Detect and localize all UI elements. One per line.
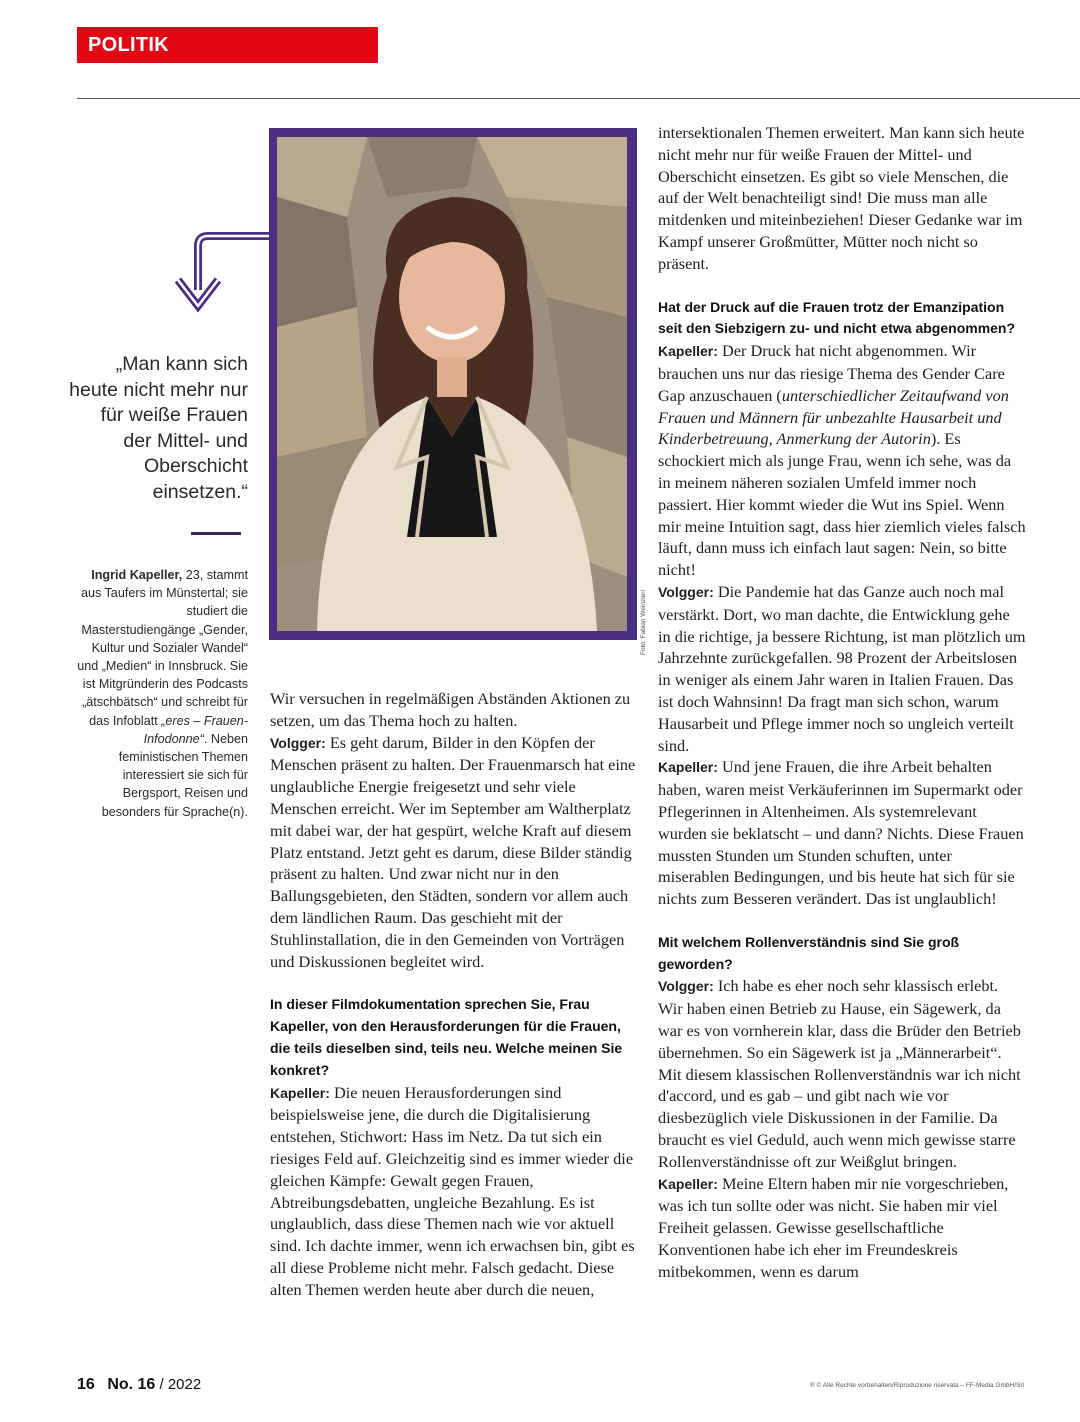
article-column-1 — [270, 688, 638, 1301]
speaker-label: Kapeller: — [658, 759, 718, 776]
copyright-notice: ® © Alle Rechte vorbehalten/Riproduzione riservata – FF-Media GmbH/Srl — [809, 1382, 1024, 1389]
page-footer — [77, 1376, 201, 1394]
paragraph: Kapeller: Und jene Frauen, die ihre Arbeit behalten haben, waren meist Verkäuferinnen im Supermarkt oder Pflegerinnen in Altenheimen. Als systemrelevant wurden sie beklatscht – und dann? Nichts. Diese Frauen mussten Stunden um Stunden schuften, unter miserablen Bedingungen, und bis heute hat sich für sie nichts zum Besseren verändert. Das ist unglaublich! — [658, 757, 1024, 909]
portrait-photo — [277, 137, 627, 631]
paragraph: intersektionalen Themen erweitert. Man kann sich heute nicht mehr nur für weiße Frauen der Mittel- und Oberschicht einsetzen. Es gibt so viele Menschen, die auf der Welt benachteiligt sind! Die muss man alle mitdenken und miteinbeziehen! Dieser Gedanke war im Kampf unserer Großmütter, Mütter noch nicht so präsent. — [658, 123, 1025, 273]
portrait-photo-frame — [269, 128, 637, 640]
section-tag: POLITIK — [77, 27, 378, 63]
interview-question: Mit welchem Rollenverständnis sind Sie groß geworden? — [658, 933, 960, 972]
speaker-label: Volgger: — [270, 734, 326, 751]
article-column-2 — [658, 122, 1026, 1283]
speaker-label: Kapeller: — [658, 343, 718, 360]
issue-year: / 2022 — [155, 1376, 202, 1393]
paragraph: Kapeller: Der Druck hat nicht abgenommen. Wir brauchen uns nur das riesige Thema des Gender Care Gap anzuschauen (unterschiedlicher Zeitaufwand von Frauen und Männern für unbezahlte Hausarbeit und Kinderbetreuung, Anmerkung der Autorin). Es schockiert mich als junge Frau, wenn ich sehe, was da in meinem näheren sozialen Umfeld immer noch passiert. Hier kommt wieder die Wut ins Spiel. Wenn mir meine Intuition sagt, dass hier ziemlich vieles falsch läuft, dann muss ich einfach laut sagen: Nein, so bitte nicht! — [658, 341, 1026, 580]
paragraph: Volgger: Es geht darum, Bilder in den Köpfen der Menschen präsent zu halten. Der Frauenmarsch hat eine unglaubliche Energie freigesetzt und sehr viele Menschen erreicht. Wer im September am Waltherplatz mit dabei war, der hat gespürt, welche Kraft auf diesem Platz entstand. Jetzt geht es darum, diese Bilder ständig präsent zu halten. Und zwar nicht nur in den Ballungsgebieten, den Städten, sondern vor allem auch dem ländlichen Raum. Das geschieht mit der Stuhlinstallation, die in den Gemeinden von Vorträgen und Diskussionen begleitet wird. — [270, 732, 636, 971]
pull-quote: „Man kann sich heute nicht mehr nur für weiße Frauen der Mittel- und Oberschicht einsetzen.“ — [69, 353, 248, 503]
speaker-label: Volgger: — [658, 583, 714, 600]
paragraph: Volgger: Ich habe es eher noch sehr klassisch erlebt. Wir haben einen Betrieb zu Hause, ein Sägewerk, da war es von vornherein klar, dass die Brüder den Betrieb übernehmen. So ein Sägewerk ist ja „Männerarbeit“. Mit diesem klassischen Rollenverständnis war ich nicht d'accord, und es gab – und gibt nach wie vor diesbezüglich viele Diskussionen in der Familie. Da braucht es viel Geduld, auch wenn mich gewisse starre Rollenverständnisse oft zur Weißglut bringen. — [658, 976, 1021, 1171]
paragraph: Kapeller: Die neuen Herausforderungen sind beispielsweise jene, die durch die Digitalisierung entstehen, Stichwort: Hass im Netz. Da tut sich ein riesiges Feld auf. Gleichzeitig sind es immer wieder die gleichen Kämpfe: Gewalt gegen Frauen, Abtreibungsdebatten, ungleiche Bezahlung. Es ist unglaublich, dass diese Themen nach wie vor aktuell sind. Ich dachte immer, wenn ich erwachsen bin, gibt es all diese Probleme nicht mehr. Falsch gedacht. Diese alten Themen werden heute aber durch die neuen, — [270, 1082, 635, 1299]
interview-question: In dieser Filmdokumentation sprechen Sie, Frau Kapeller, von den Herausforderungen für die Frauen, die teils dieselben sind, teils neu. Welche meinen Sie konkret? — [270, 996, 623, 1078]
bio-name: Ingrid Kapeller, — [91, 568, 183, 582]
header-rule — [77, 98, 1080, 99]
speaker-label: Kapeller: — [658, 1175, 718, 1192]
interview-question: Hat der Druck auf die Frauen trotz der Emanzipation seit den Siebzigern zu- und nicht etwa abgenommen? — [658, 298, 1016, 337]
speaker-label: Kapeller: — [270, 1084, 330, 1101]
page-number: 16 — [77, 1376, 95, 1393]
issue-number: No. 16 — [107, 1376, 156, 1393]
paragraph: Volgger: Die Pandemie hat das Ganze auch noch mal verstärkt. Dort, wo man dachte, die Entwicklung gehe in die richtige, ja bessere Richtung, ist man plötzlich um Jahrzehnte zurückgefallen. 98 Prozent der Arbeitslosen in weniger als einem Jahr waren in Italien Frauen. Das ist doch Wahnsinn! Da fragt man sich schon, warum Hausarbeit und Pflege immer noch so ungleich verteilt sind. — [658, 581, 1026, 755]
author-bio: Ingrid Kapeller, 23, stammt aus Taufers im Münstertal; sie studiert die Masterstudiengänge „Gender, Kultur und Sozialer Wandel“ und „Medien“ in Innsbruck. Sie ist Mitgründerin des Podcasts „ätschbätsch“ und schreibt für das Infoblatt „eres – Frauen-Infodonne“. Neben feministischen Themen interessiert sie sich für Bergsport, Reisen und besonders für Sprache(n). — [77, 568, 248, 819]
curved-down-arrow-icon — [168, 228, 278, 314]
quote-divider — [191, 532, 241, 535]
paragraph: Kapeller: Meine Eltern haben mir nie vorgeschrieben, was ich tun sollte oder was nicht. Sie haben mir viel Freiheit gelassen. Gewisse gesellschaftliche Konventionen habe ich eher im Freundeskreis mitbekommen, wenn es darum — [658, 1173, 1009, 1281]
paragraph: Wir versuchen in regelmäßigen Abständen Aktionen zu setzen, um das Thema hoch zu halten. — [270, 689, 631, 730]
photo-credit: Foto: Fabian Weinzierl — [640, 590, 647, 655]
speaker-label: Volgger: — [658, 978, 714, 995]
